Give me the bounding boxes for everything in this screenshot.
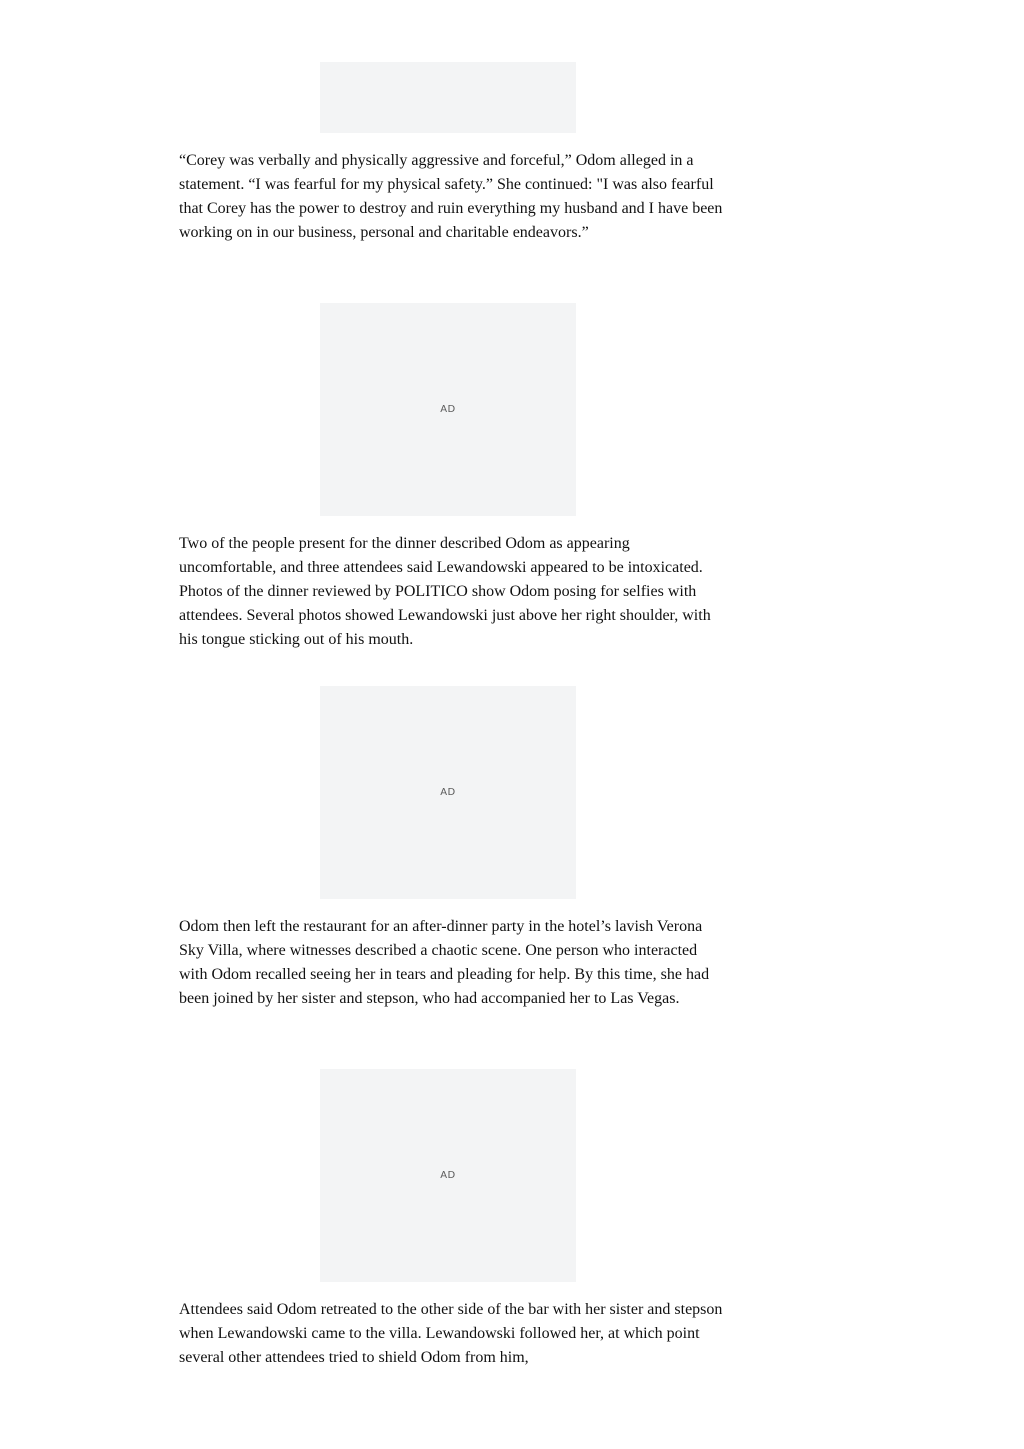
ad-placeholder[interactable] (320, 686, 576, 899)
ad-label: AD (440, 404, 456, 415)
ad-placeholder[interactable] (320, 303, 576, 516)
article-paragraph: Two of the people present for the dinner described Odom as appearing uncomfortable, and three attendees said Lewandowski appeared to be intoxicated. Photos of the dinner reviewed by POLITICO show Odom posing for selfies with attendees. Several photos showed Lewandowski just above her right shoulder, with his tongue sticking out of his mouth. (179, 535, 711, 648)
ad-placeholder[interactable] (320, 62, 576, 133)
article-paragraph: Attendees said Odom retreated to the other side of the bar with her sister and stepson when Lewandowski came to the villa. Lewandowski followed her, at which point several other attendees tried to shield Odom from him, (179, 1301, 723, 1366)
ad-label: AD (440, 1170, 456, 1181)
article-paragraph: Odom then left the restaurant for an after-dinner party in the hotel’s lavish Verona Sky Villa, where witnesses described a chaotic scene. One person who interacted with Odom recalled seeing her in tears and pleading for help. By this time, she had been joined by her sister and stepson, who had accompanied her to Las Vegas. (179, 918, 710, 1007)
article-paragraph: “Corey was verbally and physically aggressive and forceful,” Odom alleged in a statement. “I was fearful for my physical safety.” She continued: "I was also fearful that Corey has the power to destroy and ruin everything my husband and I have been working on in our business, personal and charitable endeavors.” (179, 152, 723, 241)
ad-placeholder[interactable] (320, 1069, 576, 1282)
ad-label: AD (440, 787, 456, 798)
